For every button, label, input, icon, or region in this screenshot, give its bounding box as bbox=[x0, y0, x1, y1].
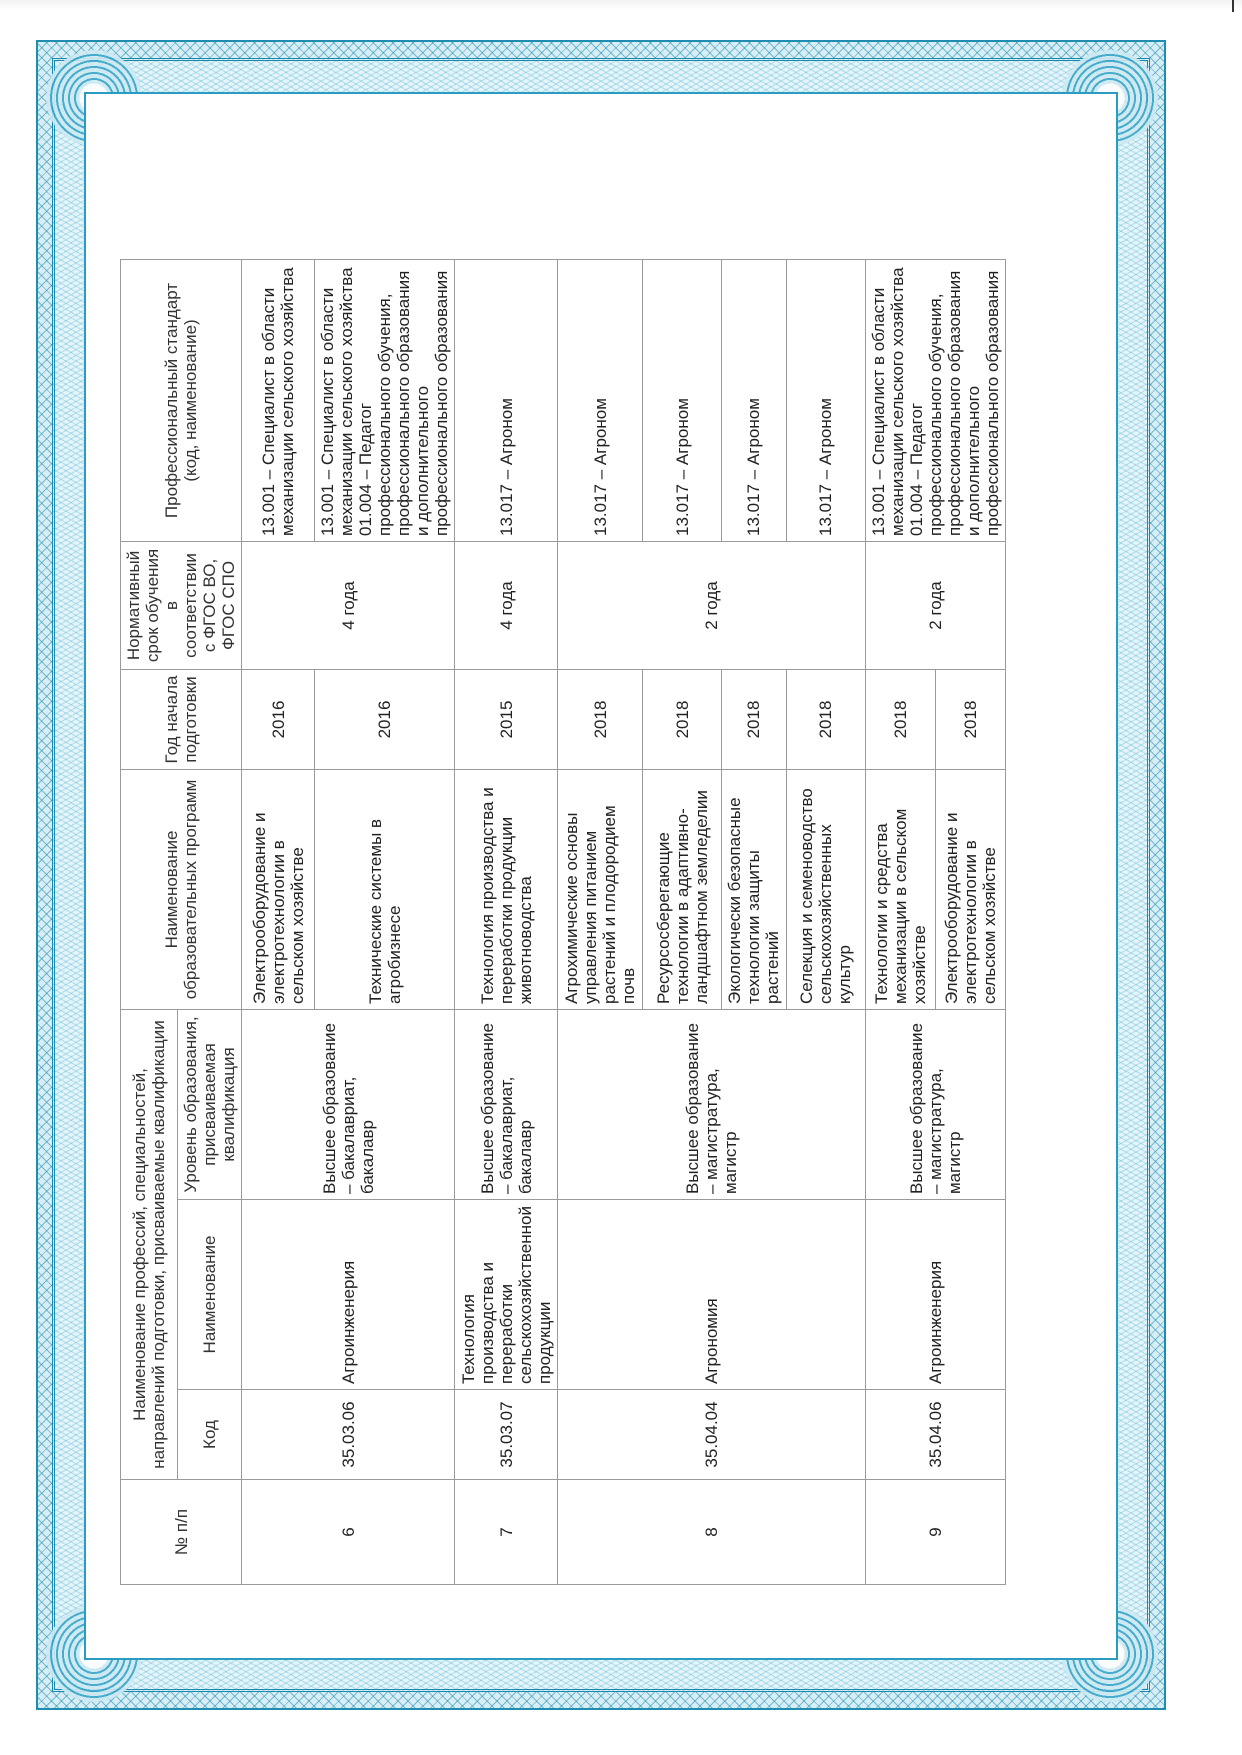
header-programs: Наименование образовательных программ bbox=[121, 769, 242, 1009]
row-name: Агроинженерия bbox=[242, 1200, 455, 1390]
row-name: Агроинженерия bbox=[865, 1200, 1005, 1390]
row-term: 2 года bbox=[558, 541, 865, 669]
program-standard bbox=[315, 259, 455, 541]
program-year: 2016 bbox=[242, 669, 315, 769]
scan-edge bbox=[0, 0, 1242, 10]
row-num: 9 bbox=[865, 1480, 1005, 1585]
row-num: 8 bbox=[558, 1480, 865, 1585]
program-name: Селекция и семеноводство сельскохозяйственных культур bbox=[786, 769, 865, 1009]
program-year: 2018 bbox=[935, 669, 1005, 769]
standard-line: 13.001 – Специалист в области механизации сельского хозяйства bbox=[868, 267, 907, 536]
program-standard: 13.017 – Агроном bbox=[722, 259, 786, 541]
program-standard bbox=[865, 259, 1005, 541]
header-code: Код bbox=[178, 1390, 242, 1480]
program-year: 2015 bbox=[455, 669, 558, 769]
table-row bbox=[242, 259, 315, 1584]
table-row bbox=[558, 259, 643, 1584]
program-name: Электрооборудование и электротехнологии в сельском хозяйстве bbox=[242, 769, 315, 1009]
table-row bbox=[455, 259, 558, 1584]
row-term: 2 года bbox=[865, 541, 1005, 669]
standard-line: 01.004 – Педагог профессионального обучения, профессионального образования и дополнительного профессионального образования bbox=[906, 270, 1002, 536]
row-name: Агрономия bbox=[558, 1200, 865, 1390]
row-code: 35.04.04 bbox=[558, 1390, 865, 1480]
row-name: Технология производства и переработки сельскохозяйственной продукции bbox=[455, 1200, 558, 1390]
program-year: 2018 bbox=[558, 669, 643, 769]
program-year: 2018 bbox=[786, 669, 865, 769]
header-group: Наименование профессий, специальностей, направлений подготовки, присваиваемые квалификации bbox=[121, 1009, 178, 1479]
row-level: Высшее образование – магистратура, магистр bbox=[865, 1009, 1005, 1199]
program-standard: 13.017 – Агроном bbox=[558, 259, 643, 541]
header-term: Нормативный срок обучения в соответствии с ФГОС ВО, ФГОС СПО bbox=[121, 541, 242, 669]
program-name: Технические системы в агробизнесе bbox=[315, 769, 455, 1009]
row-code: 35.04.06 bbox=[865, 1390, 1005, 1480]
row-num: 6 bbox=[242, 1480, 455, 1585]
rotated-document bbox=[100, 45, 1120, 1585]
program-name: Технология производства и переработки продукции животноводства bbox=[455, 769, 558, 1009]
program-standard: 13.017 – Агроном bbox=[455, 259, 558, 541]
row-level: Высшее образование – бакалавриат, бакалавр bbox=[455, 1009, 558, 1199]
program-name: Электрооборудование и электротехнологии в сельском хозяйстве bbox=[935, 769, 1005, 1009]
program-name: Ресурсосберегающие технологии в адаптивно-ландшафтном земледелии bbox=[643, 769, 722, 1009]
header-name: Наименование bbox=[178, 1200, 242, 1390]
row-code: 35.03.07 bbox=[455, 1390, 558, 1480]
program-year: 2018 bbox=[722, 669, 786, 769]
program-name: Экологически безопасные технологии защиты растений bbox=[722, 769, 786, 1009]
scan-mark bbox=[1232, 0, 1234, 12]
header-standard: Профессиональный стандарт (код, наименование) bbox=[121, 259, 242, 541]
program-year: 2018 bbox=[643, 669, 722, 769]
table-row bbox=[865, 259, 935, 1584]
row-num: 7 bbox=[455, 1480, 558, 1585]
program-year: 2018 bbox=[865, 669, 935, 769]
row-level: Высшее образование – бакалавриат, бакалавр bbox=[242, 1009, 455, 1199]
program-name: Технологии и средства механизации в сельском хозяйстве bbox=[865, 769, 935, 1009]
program-standard: 13.001 – Специалист в области механизации сельского хозяйства bbox=[242, 259, 315, 541]
header-level: Уровень образования, присваиваемая квалификация bbox=[178, 1009, 242, 1199]
standard-line: 01.004 – Педагог профессионального обучения, профессионального образования и дополнительного профессионального образования bbox=[356, 270, 452, 536]
header-year: Год начала подготовки bbox=[121, 669, 242, 769]
row-term: 4 года bbox=[455, 541, 558, 669]
program-year: 2016 bbox=[315, 669, 455, 769]
row-level: Высшее образование – магистратура, магистр bbox=[558, 1009, 865, 1199]
program-name: Агрохимические основы управления питанием растений и плодородием почв bbox=[558, 769, 643, 1009]
header-num: № п/п bbox=[121, 1480, 242, 1585]
row-code: 35.03.06 bbox=[242, 1390, 455, 1480]
program-standard: 13.017 – Агроном bbox=[786, 259, 865, 541]
programs-table bbox=[120, 259, 1006, 1585]
row-term: 4 года bbox=[242, 541, 455, 669]
table-header-row bbox=[121, 259, 178, 1584]
program-standard: 13.017 – Агроном bbox=[643, 259, 722, 541]
standard-line: 13.001 – Специалист в области механизации сельского хозяйства bbox=[318, 267, 357, 536]
